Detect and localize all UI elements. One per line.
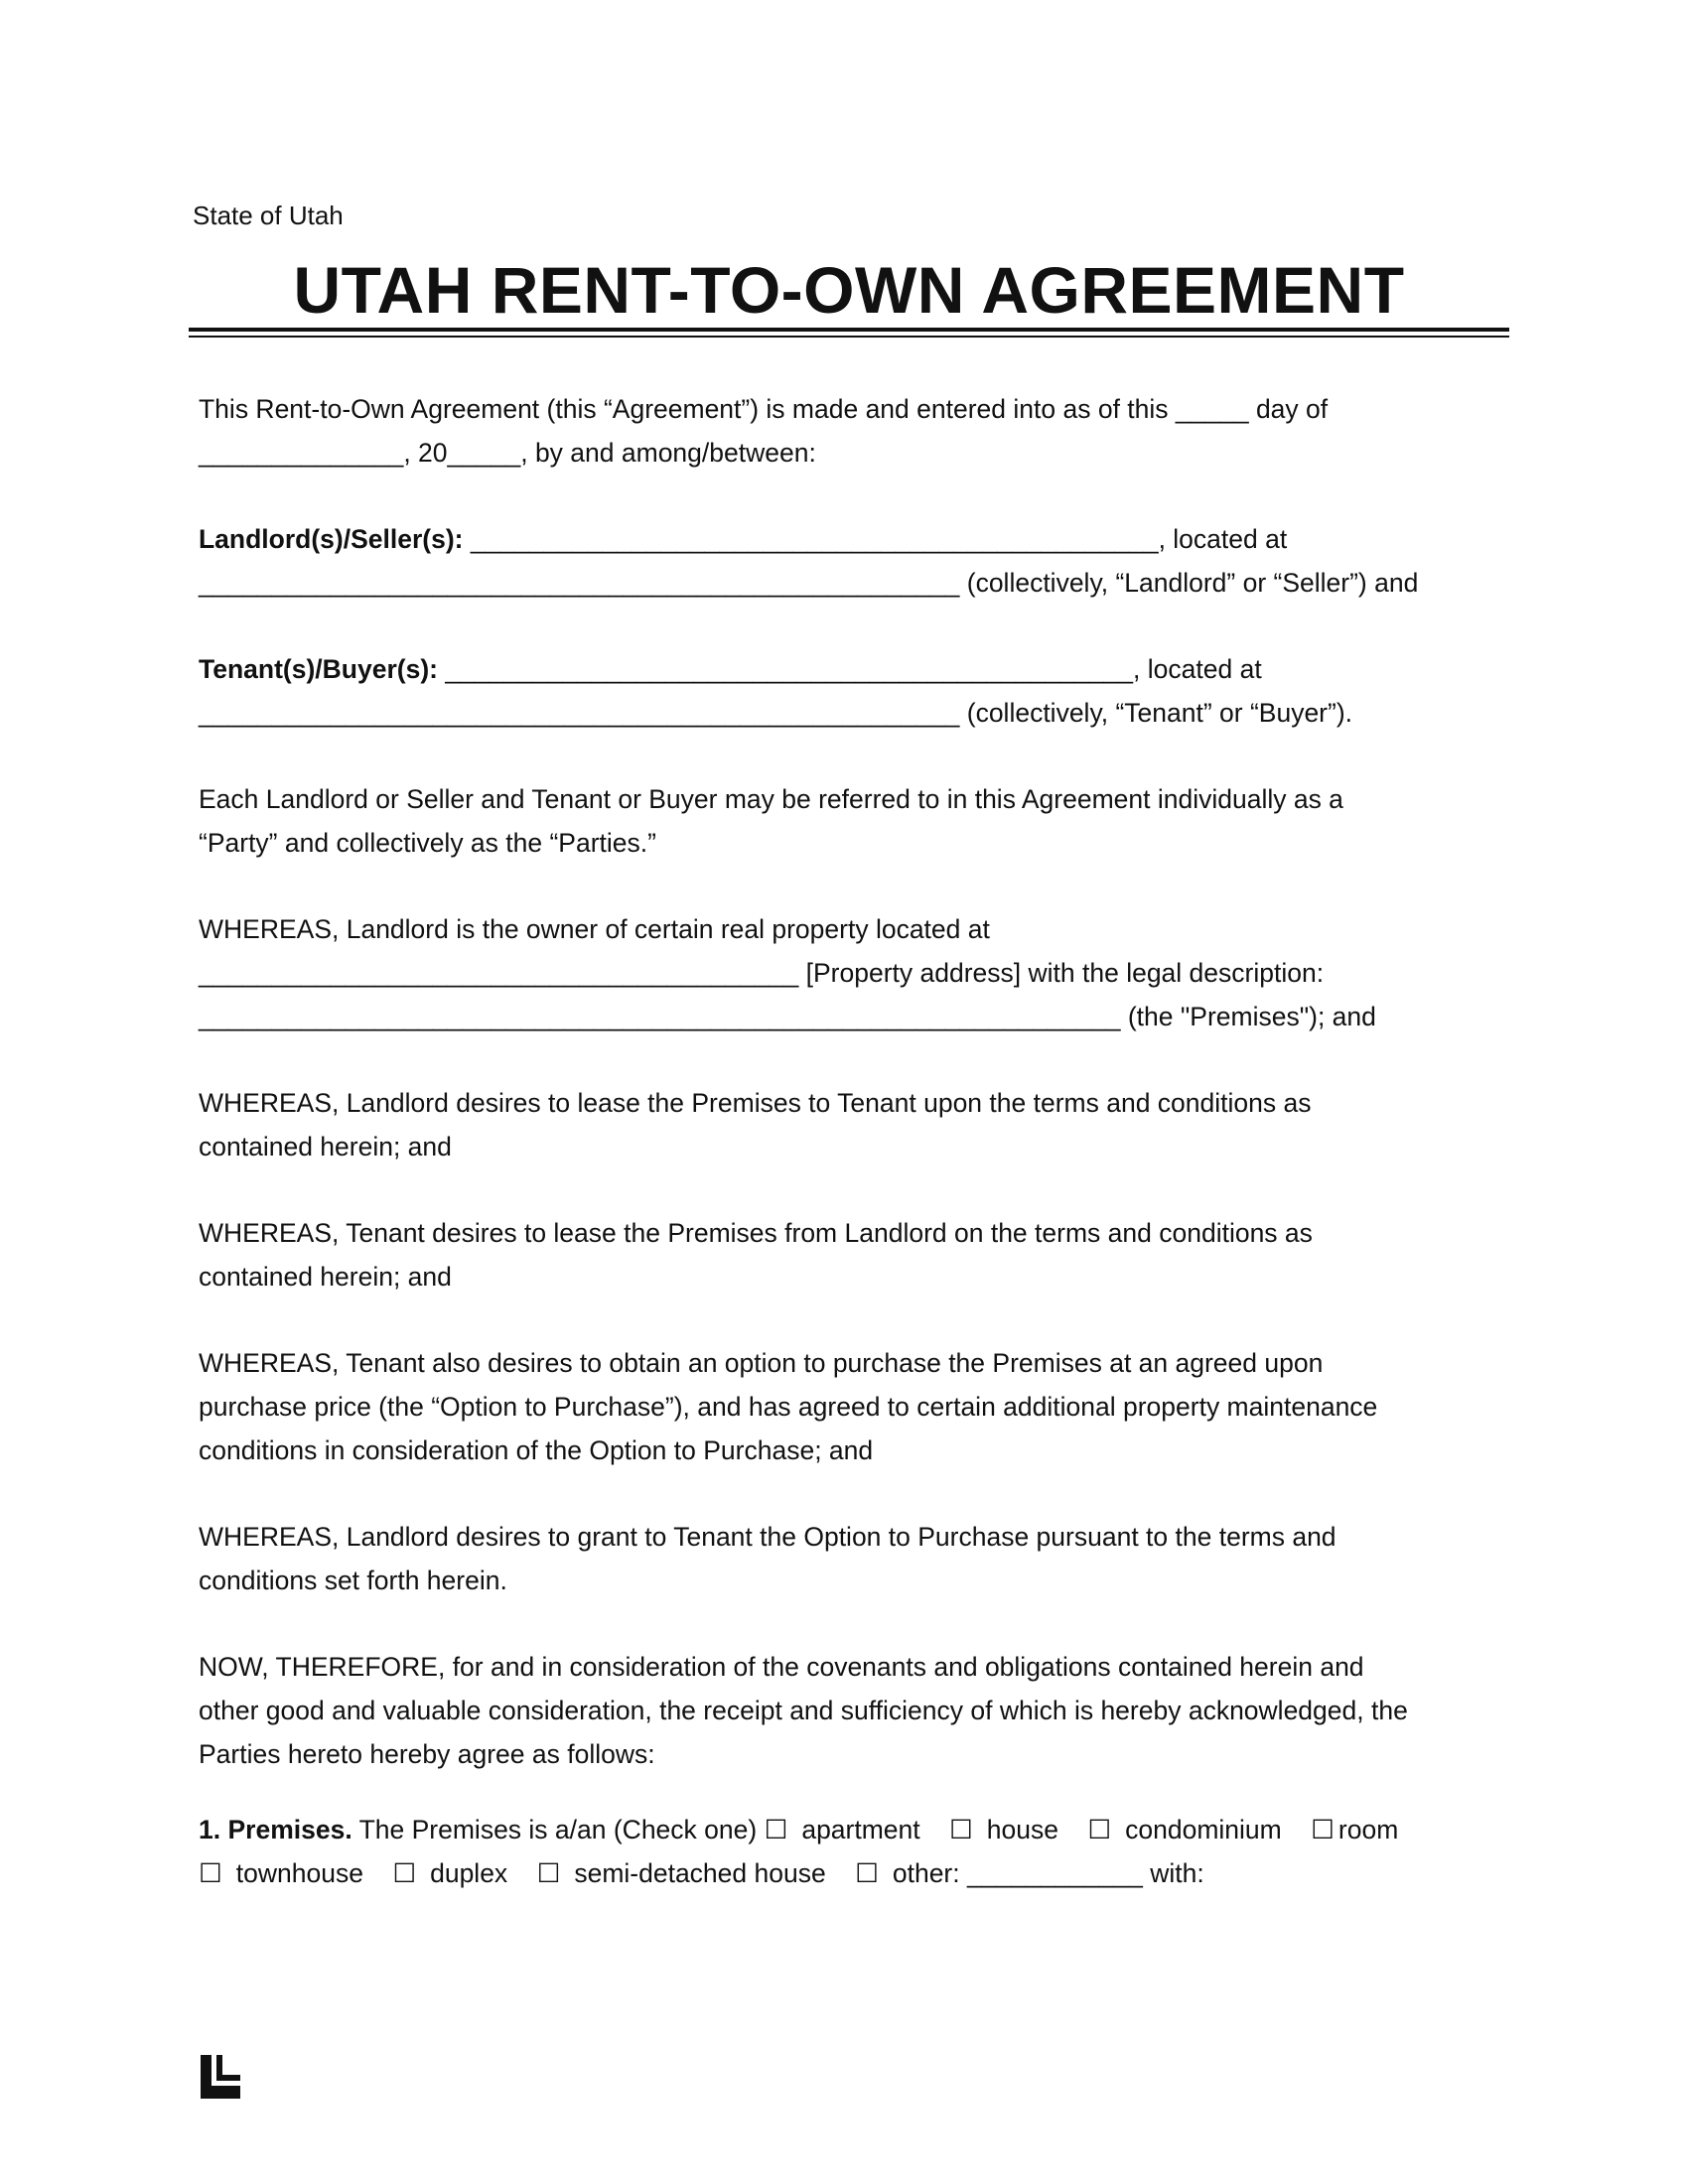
premises-section bbox=[199, 1808, 1509, 1895]
premises-lead: The Premises is a/an (Check one) bbox=[352, 1815, 765, 1844]
now-therefore-line: Parties hereto hereby agree as follows: bbox=[199, 1739, 655, 1769]
parties-line: Each Landlord or Seller and Tenant or Buyer may be referred to in this Agreement individually as a bbox=[199, 784, 1343, 814]
legal-templates-logo-icon bbox=[201, 2055, 240, 2099]
option-semi-detached-house: semi-detached house bbox=[574, 1858, 826, 1888]
now-therefore-line: NOW, THEREFORE, for and in consideration of the covenants and obligations contained herein and bbox=[199, 1652, 1364, 1682]
document-title: UTAH RENT-TO-OWN AGREEMENT bbox=[293, 253, 1405, 327]
whereas-option-paragraph bbox=[199, 1341, 1509, 1472]
checkbox-apartment[interactable]: ☐ bbox=[764, 1815, 788, 1844]
title-rule-thin bbox=[189, 336, 1509, 338]
intro-line: This Rent-to-Own Agreement (this “Agreement”) is made and entered into as of this _____ day of bbox=[199, 394, 1329, 424]
landlord-paragraph bbox=[199, 517, 1509, 605]
landlord-name-field: _______________________________________________, located at bbox=[463, 524, 1288, 554]
checkbox-semi-detached-house[interactable]: ☐ bbox=[536, 1858, 561, 1888]
option-condominium: condominium bbox=[1125, 1815, 1282, 1844]
now-therefore-line: other good and valuable consideration, the receipt and sufficiency of which is hereby acknowledged, the bbox=[199, 1696, 1408, 1725]
parties-paragraph bbox=[199, 777, 1509, 865]
tenant-paragraph bbox=[199, 647, 1509, 735]
whereas-line: contained herein; and bbox=[199, 1262, 452, 1292]
whereas-line: WHEREAS, Landlord is the owner of certain real property located at bbox=[199, 914, 990, 944]
tenant-label: Tenant(s)/Buyer(s): bbox=[199, 654, 438, 684]
landlord-label: Landlord(s)/Seller(s): bbox=[199, 524, 464, 554]
parties-line: “Party” and collectively as the “Parties.” bbox=[199, 828, 656, 858]
premises-heading: 1. Premises. bbox=[199, 1815, 352, 1844]
checkbox-house[interactable]: ☐ bbox=[949, 1815, 973, 1844]
state-label: State of Utah bbox=[193, 201, 344, 230]
whereas-grant-paragraph bbox=[199, 1515, 1509, 1602]
property-address-field: _________________________________________ [Property address] with the legal description: bbox=[199, 958, 1325, 988]
legal-description-field: _______________________________________________________________ (the "Premises"); and bbox=[199, 1002, 1376, 1031]
now-therefore-paragraph bbox=[199, 1645, 1509, 1776]
checkbox-room[interactable]: ☐ bbox=[1311, 1815, 1335, 1844]
title-rule-thick bbox=[189, 328, 1509, 332]
whereas-line: conditions in consideration of the Option to Purchase; and bbox=[199, 1435, 874, 1465]
intro-line: ______________, 20_____, by and among/between: bbox=[199, 438, 816, 468]
whereas-line: WHEREAS, Tenant also desires to obtain an option to purchase the Premises at an agreed upon bbox=[199, 1348, 1324, 1378]
tenant-name-field: _______________________________________________, located at bbox=[437, 654, 1262, 684]
intro-paragraph bbox=[199, 387, 1509, 475]
option-townhouse: townhouse bbox=[235, 1858, 363, 1888]
document-body bbox=[199, 387, 1509, 1895]
whereas-tenant-lease-paragraph bbox=[199, 1211, 1509, 1298]
whereas-owner-paragraph bbox=[199, 907, 1509, 1038]
whereas-line: WHEREAS, Tenant desires to lease the Premises from Landlord on the terms and conditions as bbox=[199, 1218, 1313, 1248]
whereas-line: conditions set forth herein. bbox=[199, 1566, 507, 1595]
tenant-address-field: ____________________________________________________ (collectively, “Tenant” or “Buyer”). bbox=[199, 698, 1353, 728]
whereas-line: purchase price (the “Option to Purchase”), and has agreed to certain additional property maintenance bbox=[199, 1392, 1378, 1422]
whereas-line: WHEREAS, Landlord desires to grant to Tenant the Option to Purchase pursuant to the terms and bbox=[199, 1522, 1336, 1552]
whereas-line: contained herein; and bbox=[199, 1132, 452, 1161]
landlord-address-field: ____________________________________________________ (collectively, “Landlord” or “Seller”) and bbox=[199, 568, 1419, 598]
option-duplex: duplex bbox=[430, 1858, 508, 1888]
option-other-field: other: ____________ with: bbox=[892, 1858, 1204, 1888]
checkbox-condominium[interactable]: ☐ bbox=[1087, 1815, 1112, 1844]
checkbox-duplex[interactable]: ☐ bbox=[392, 1858, 417, 1888]
whereas-landlord-lease-paragraph bbox=[199, 1081, 1509, 1168]
checkbox-other[interactable]: ☐ bbox=[855, 1858, 879, 1888]
option-room: room bbox=[1337, 1815, 1399, 1844]
whereas-line: WHEREAS, Landlord desires to lease the Premises to Tenant upon the terms and conditions as bbox=[199, 1088, 1312, 1118]
checkbox-townhouse[interactable]: ☐ bbox=[199, 1858, 222, 1888]
option-apartment: apartment bbox=[801, 1815, 920, 1844]
option-house: house bbox=[986, 1815, 1058, 1844]
